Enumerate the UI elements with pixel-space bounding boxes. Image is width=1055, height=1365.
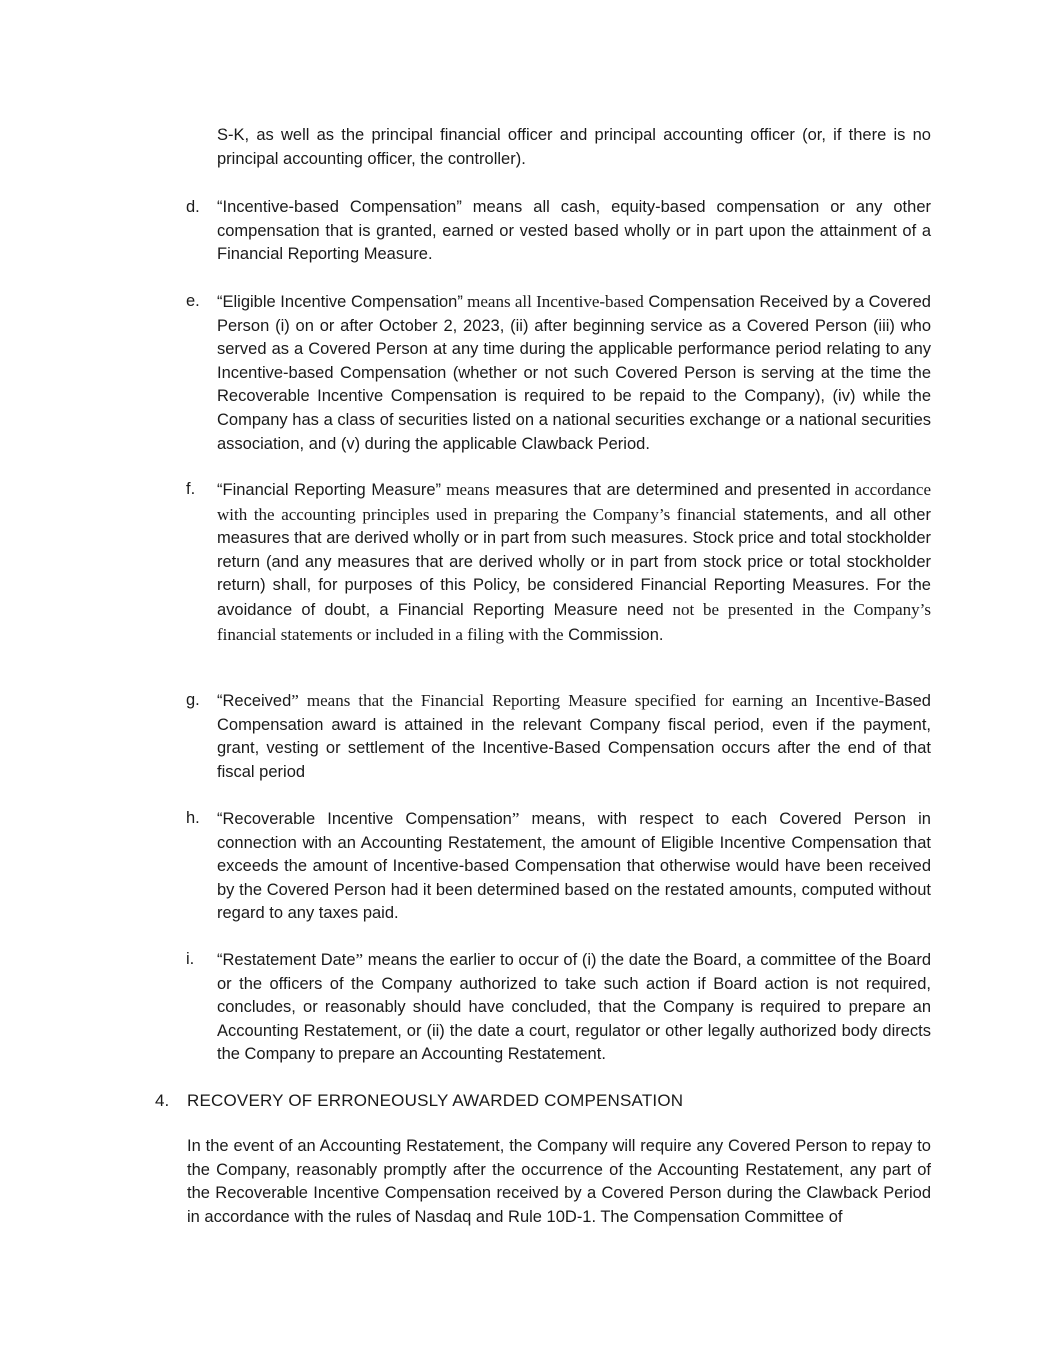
definition-term: “Incentive-based Compensation” [217,198,462,216]
definition-body [217,290,931,456]
definition-body [217,948,931,1067]
definition-letter: g. [186,691,200,709]
definition-text: Compensation Received by a Covered Person (i) on or after October 2, 2023, (ii) after beginning service as a Covered Person (iii) who served as a Covered Person at any time during the applicable performance period relating to any Incentive-based Compensation (whether or not such Covered Person is serving at the time the Recoverable Incentive Compensation is required to be repaid to the Company), (iv) while the Company has a class of securities listed on a national securities exchange or a national securities association, and (v) during the applicable Clawback Period. [217,293,931,453]
definition-letter: d. [186,198,200,216]
definition-body [217,196,931,267]
definition-letter: i. [186,950,195,968]
definition-letter: e. [186,292,200,310]
definition-body [217,807,931,926]
definition-body [217,478,931,647]
definition-text: means the earlier to occur of (i) the date the Board, a committee of the Board or the officers of the Company authorized to take such action if Board action is not required, concludes, or reasonably should have concluded, that the Company is required to prepare an Accounting Restatement, or (ii) the date a court, regulator or other legally authorized body directs the Company to prepare an Accounting Restatement. [217,951,931,1064]
definition-text: Based Compensation award is attained in the relevant Company fiscal period, even if the payment, grant, vesting or settlement of the Incentive-Based Compensation occurs after the end of that fiscal period [217,692,931,781]
section-title: RECOVERY OF ERRONEOUSLY AWARDED COMPENSATION [187,1091,684,1110]
definition-text-end: Commission. [563,625,664,644]
intro-paragraph [217,124,931,171]
definition-connector: ” means that the Financial Reporting Measure specified for earning an Incentive- [291,691,885,710]
definition-body [217,689,931,784]
definition-text-serif-continued: not be presented in the Company’s financial statements or included in a filing with the [217,599,931,644]
definition-letter: h. [186,809,200,827]
definition-connector: means [461,198,523,216]
definition-connector: ” [511,809,520,828]
definition-connector: means all Incentive-based [462,292,644,311]
intro-text: S-K, as well as the principal financial officer and principal accounting officer (or, if there is no principal accounting officer, the controller). [217,126,931,168]
section-text: In the event of an Accounting Restatement, the Company will require any Covered Person to repay to the Company, reasonably promptly after the occurrence of the Accounting Restatement, any part of the Recoverable Incentive Compensation received by a Covered Person during the Clawback Period in accordance with the rules of Nasdaq and Rule 10D-1. The Compensation Committee of [187,1137,931,1226]
section-number: 4. [155,1091,170,1110]
definition-term: “Received [217,692,292,710]
definition-term: “Financial Reporting Measure” [217,481,442,499]
definition-term: “Recoverable Incentive Compensation [217,810,512,828]
definition-text-serif: accordance with the accounting principles used in preparing the Company’s financial [217,480,931,524]
definition-term: “Restatement Date [217,951,356,969]
definition-text: means, with respect to each Covered Person in connection with an Accounting Restatement, the amount of Eligible Incentive Compensation that exceeds the amount of Incentive-based Compensation that otherwise would have been received by the Covered Person had it been determined based on the restated amounts, computed without regard to any taxes paid. [217,810,931,923]
definition-text: measures that are determined and presented in [489,481,850,499]
section-paragraph [187,1135,931,1229]
definition-text: all cash, equity-based compensation or any other compensation that is granted, earned or vested based wholly or in part upon the attainment of a Financial Reporting Measure. [217,198,931,264]
section-heading [0,1089,1055,1113]
definition-term: “Eligible Incentive Compensation” [217,293,463,311]
definition-letter: f. [186,480,196,498]
definition-connector: means [441,480,490,499]
definition-text-continued: statements, and all other measures that are derived wholly or in part from such measures. Stock price and total stockholder return (and any measures that are derived wholly or in part from stock price or total stockholder return) shall, for purposes of this Policy, be considered Financial Reporting Measures. For the avoidance of doubt, a Financial Reporting Measure need [217,505,931,619]
definition-connector: ” [355,950,364,969]
